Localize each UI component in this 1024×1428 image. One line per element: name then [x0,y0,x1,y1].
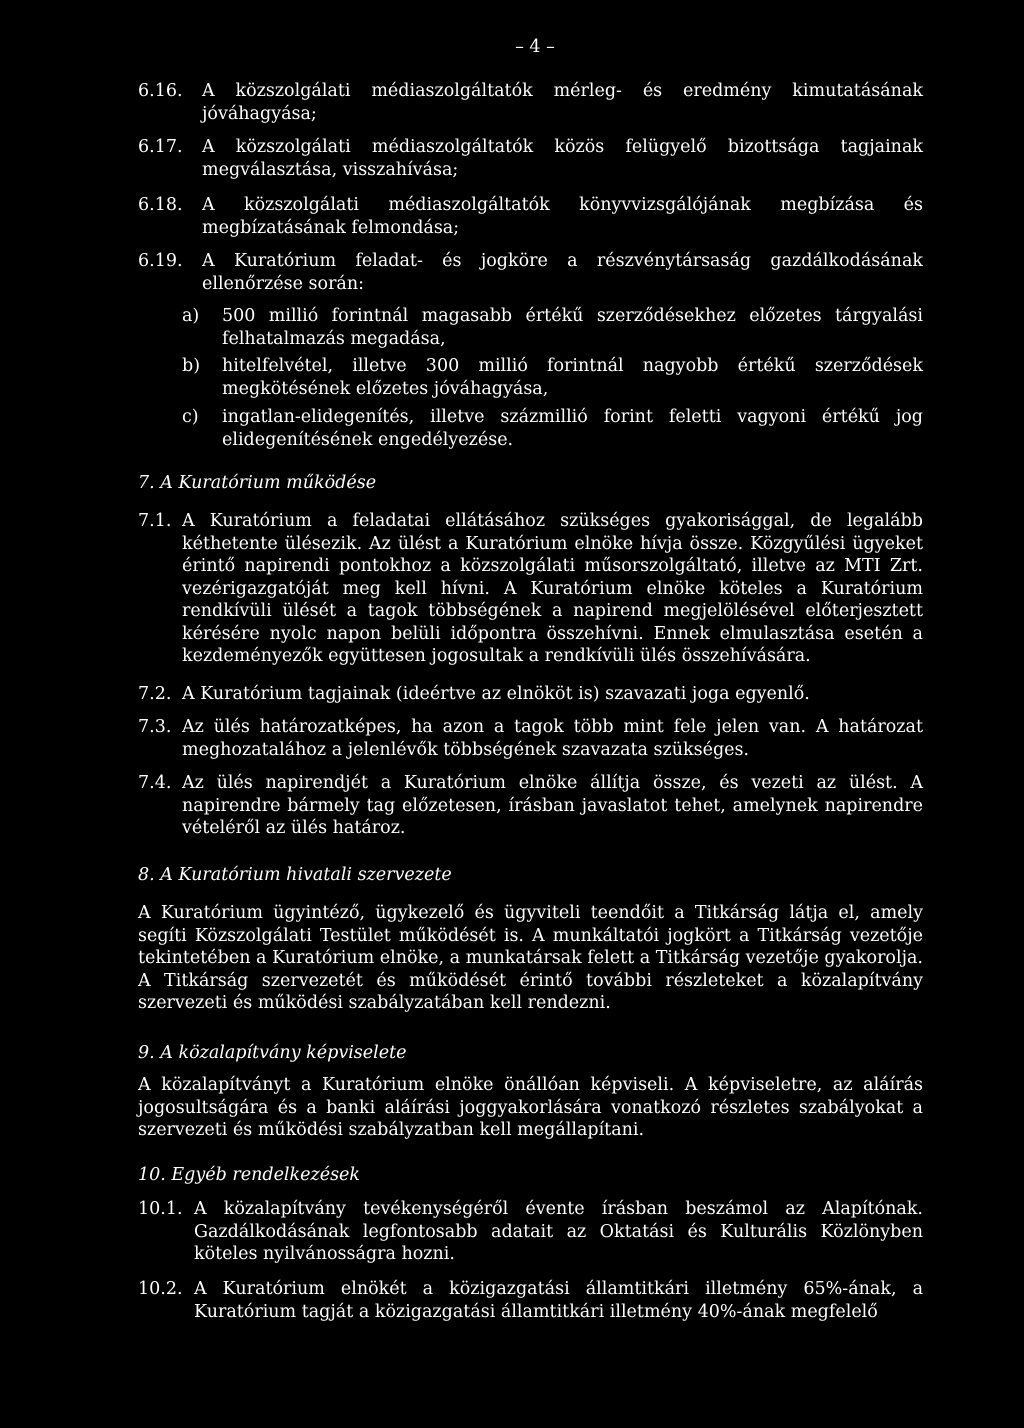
item-number: 7.3. [138,717,172,737]
item-text: A Kuratórium elnökét a közigazgatási államtitkári illetmény 65%-ának, a Kuratórium tagját a közigazgatási államtitkári illetmény 40%-ának megfelelő [194,1279,923,1322]
section-paragraph: A Kuratórium ügyintéző, ügykezelő és ügyviteli teendőit a Titkárság látja el, amely segíti Közszolgálati Testület működését is. A munkáltatói jogkört a Titkárság vezetője tekintetében a Kuratórium elnöke, a munkatársak felett a Titkárság vezetője gyakorolja. A Titkárság szervezetét és működését érintő további részleteket a közalapítvány szervezeti és működési szabályzatában kell rendezni. [138,903,923,1013]
page-number: – 4 – [515,37,555,57]
sub-list-item [182,406,923,451]
item-number: 6.17. [138,137,183,157]
item-number: 6.19. [138,251,183,271]
list-item [138,683,923,706]
sub-item-letter: a) [182,306,200,326]
item-number: 7.4. [138,773,172,793]
sub-item-text: 500 millió forintnál magasabb értékű szerződésekhez előzetes tárgyalási felhatalmazás megadása, [222,306,923,349]
item-text: A közszolgálati médiaszolgáltatók könyvvizsgálójának megbízása és megbízatásának felmondása; [202,195,923,238]
item-number: 7.1. [138,511,172,531]
sub-item-letter: b) [182,356,201,376]
item-text: A Kuratórium feladat- és jogköre a részvénytársaság gazdálkodásának ellenőrzése során: [202,251,923,294]
list-item [138,194,923,239]
item-text: A közszolgálati médiaszolgáltatók közös felügyelő bizottsága tagjainak megválasztása, visszahívása; [202,137,923,180]
item-text: Az ülés napirendjét a Kuratórium elnöke állítja össze, és vezeti az ülést. A napirendre bármely tag előzetesen, írásban javaslatot tehet, amelynek napirendre vételéről az ülés határoz. [182,773,923,838]
item-number: 7.2. [138,684,172,704]
section-heading: 9. A közalapítvány képviselete [138,1043,407,1063]
list-item [138,136,923,181]
section-heading: 8. A Kuratórium hivatali szervezete [138,865,452,885]
item-text: A közszolgálati médiaszolgáltatók mérleg- és eredmény kimutatásának jóváhagyása; [202,81,923,124]
list-item [138,80,923,125]
sub-item-text: hitelfelvétel, illetve 300 millió forintnál nagyobb értékű szerződések megkötésének előzetes jóváhagyása, [222,356,923,399]
sub-item-text: ingatlan-elidegenítés, illetve százmillió forint feletti vagyoni értékű jog elidegenítésének engedélyezése. [222,407,923,450]
list-item [138,510,923,668]
list-item [138,772,923,840]
list-item [138,1278,923,1323]
item-text: A Kuratórium tagjainak (ideértve az elnököt is) szavazati joga egyenlő. [182,684,810,704]
item-text: A Kuratórium a feladatai ellátásához szükséges gyakorisággal, de legalább kéthetente ülésezik. Az ülést a Kuratórium elnöke hívja össze. Közgyűlési ügyeket érintő napirendi pontokhoz a közszolgálati műsorszolgáltató, illetve az MTI Zrt. vezérigazgatóját meg kell hívni. A Kuratórium elnöke köteles a Kuratórium rendkívüli ülését a tagok többségének a napirend megjelölésével előterjesztett kérésére nyolc napon belüli időpontra összehívni. Ennek elmulasztása esetén a kezdeményezők együttesen jogosultak a rendkívüli ülés összehívására. [182,511,923,666]
item-number: 6.16. [138,81,183,101]
sub-list-item [182,305,923,350]
section-heading: 7. A Kuratórium működése [138,473,377,493]
item-text: Az ülés határozatképes, ha azon a tagok több mint fele jelen van. A határozat meghozatalához a jelenlévők többségének szavazata szükséges. [182,717,923,760]
item-number: 10.2. [138,1279,183,1299]
sub-item-letter: c) [182,407,199,427]
item-number: 10.1. [138,1199,183,1219]
item-text: A közalapítvány tevékenységéről évente írásban beszámol az Alapítónak. Gazdálkodásának legfontosabb adatait az Oktatási és Kulturális Közlönyben köteles nyilvánosságra hozni. [194,1199,923,1264]
item-number: 6.18. [138,195,183,215]
list-item [138,1198,923,1266]
section-heading: 10. Egyéb rendelkezések [138,1165,361,1185]
section-paragraph: A közalapítványt a Kuratórium elnöke önállóan képviseli. A képviseletre, az aláírás jogosultságára és a banki aláírási joggyakorlására vonatkozó részletes szabályokat a szervezeti és működési szabályzatban kell megállapítani. [138,1075,923,1140]
list-item [138,250,923,295]
list-item [138,716,923,761]
sub-list-item [182,355,923,400]
